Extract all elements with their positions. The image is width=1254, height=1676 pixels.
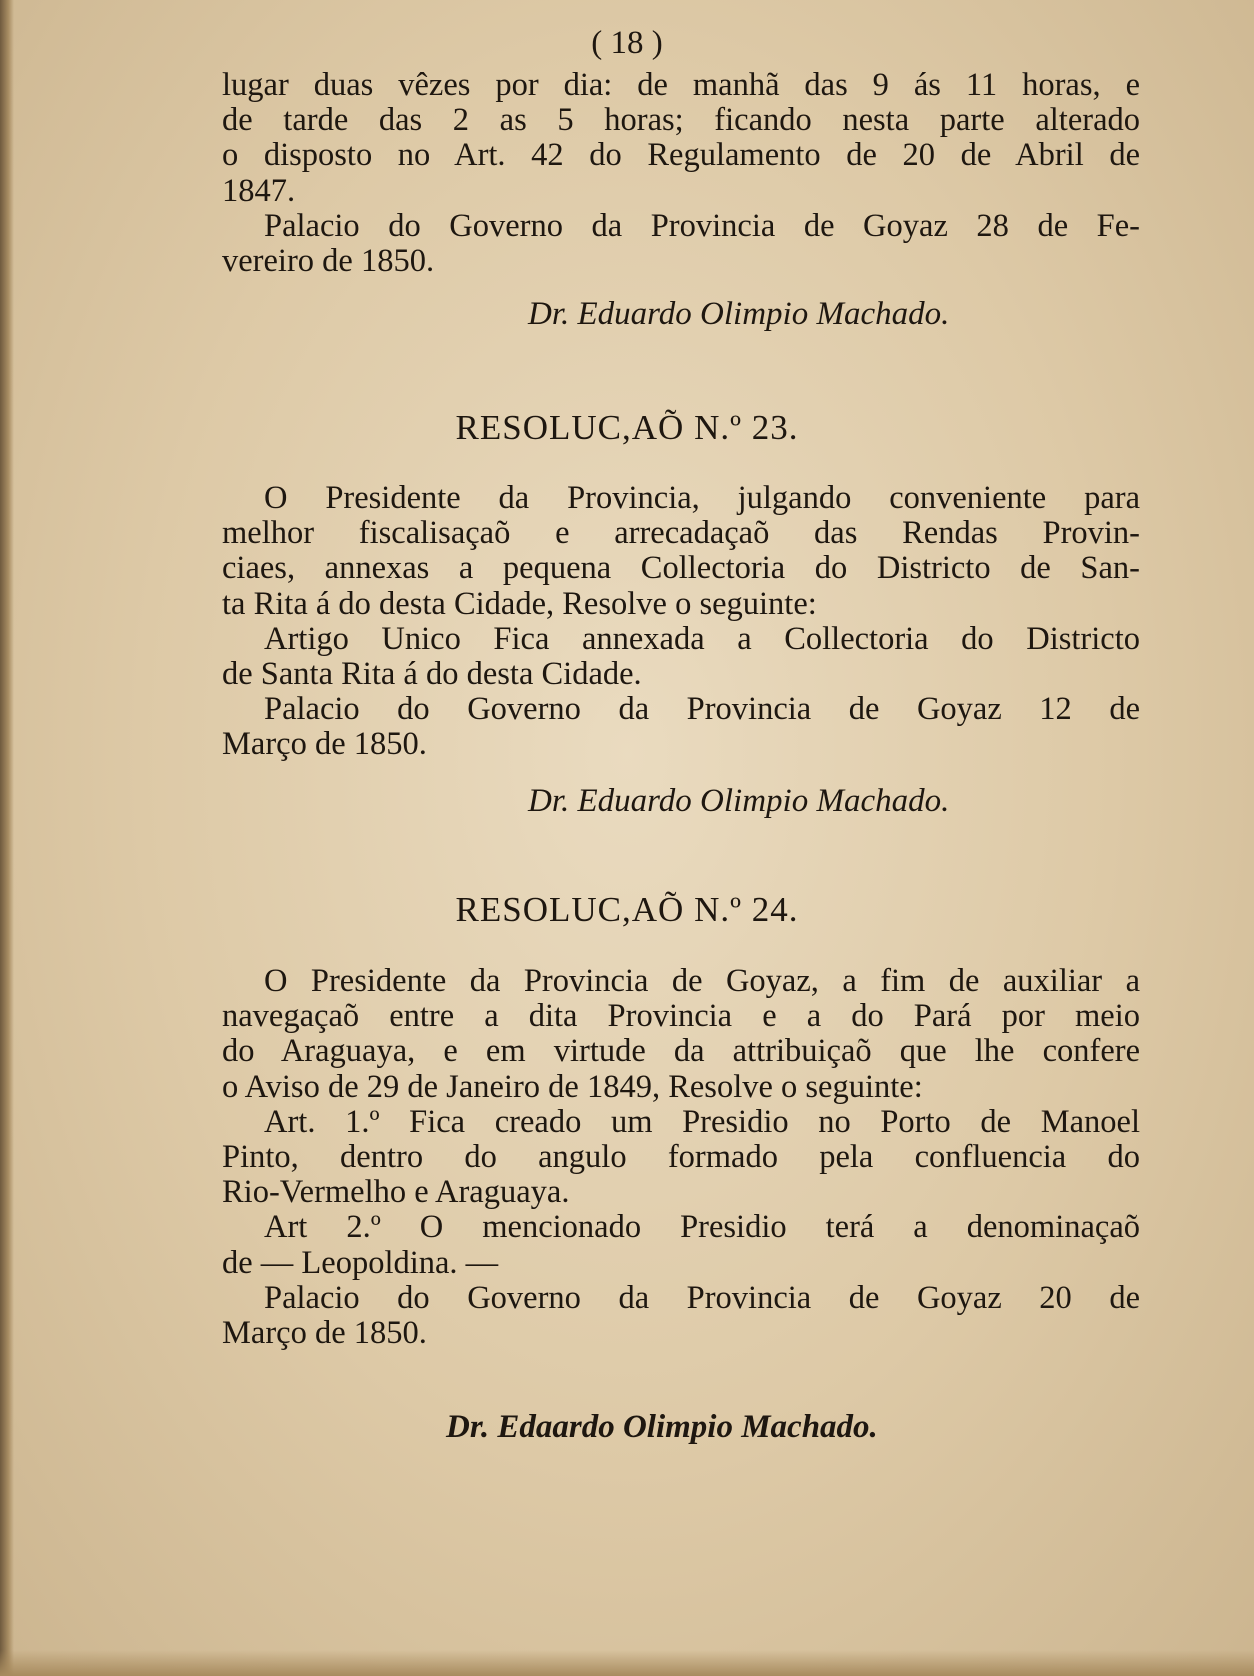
text-line: Pinto, dentro do angulo formado pela confluencia do — [222, 1139, 1140, 1176]
text-line: O Presidente da Provincia, julgando conveniente para — [264, 480, 1140, 516]
text-line: o disposto no Art. 42 do Regulamento de 20 de Abril de — [222, 137, 1140, 174]
resolution-24-body — [222, 964, 1140, 1351]
text-line: Palacio do Governo da Provincia de Goyaz 20 de — [264, 1279, 1140, 1316]
text-line: Rio-Vermelho e Araguaya. — [222, 1174, 570, 1211]
block1-paragraph — [222, 68, 1140, 279]
text-line: lugar duas vêzes por dia: de manhã das 9 ás 11 horas, e — [222, 67, 1140, 103]
resolution-heading: RESOLUC,AÕ N.º 23. — [455, 408, 799, 447]
text-line: 1847. — [222, 172, 296, 209]
text-line: melhor fiscalisaçaõ e arrecadaçaõ das Rendas Provin- — [222, 515, 1140, 552]
text-line: Março de 1850. — [222, 726, 427, 763]
resolution-heading: RESOLUC,AÕ N.º 24. — [455, 890, 799, 929]
signature: Dr. Edaardo Olimpio Machado. — [446, 1409, 878, 1445]
page-number: ( 18 ) — [591, 25, 663, 61]
signature: Dr. Eduardo Olimpio Machado. — [528, 783, 950, 819]
text-line: Artigo Unico Fica annexada a Collectoria do Districto — [264, 620, 1140, 657]
text-line: O Presidente da Provincia de Goyaz, a fim de auxiliar a — [264, 963, 1140, 999]
text-line: vereiro de 1850. — [222, 243, 435, 280]
page-bottom-edge — [0, 1650, 1254, 1676]
text-line: de — Leopoldina. — — [222, 1244, 499, 1281]
text-line: ta Rita á do desta Cidade, Resolve o seguinte: — [222, 585, 817, 622]
text-line: navegaçaõ entre a dita Provincia e a do Pará por meio — [222, 998, 1140, 1035]
resolution-23-body — [222, 481, 1140, 763]
text-line: Art 2.º O mencionado Presidio terá a denominaçaõ — [264, 1209, 1140, 1246]
text-line: Palacio do Governo da Provincia de Goyaz 12 de — [264, 691, 1140, 728]
text-line: ciaes, annexas a pequena Collectoria do Districto de San- — [222, 550, 1140, 587]
text-line: Art. 1.º Fica creado um Presidio no Porto de Manoel — [264, 1103, 1140, 1140]
text-line: de Santa Rita á do desta Cidade. — [222, 656, 642, 693]
text-line: de tarde das 2 as 5 horas; ficando nesta parte alterado — [222, 102, 1140, 139]
text-line: do Araguaya, e em virtude da attribuiçaõ que lhe confere — [222, 1033, 1140, 1070]
page-left-edge — [0, 0, 14, 1676]
signature: Dr. Eduardo Olimpio Machado. — [528, 296, 950, 332]
text-line: Março de 1850. — [222, 1315, 427, 1352]
text-line: o Aviso de 29 de Janeiro de 1849, Resolve o seguinte: — [222, 1068, 923, 1105]
text-line: Palacio do Governo da Provincia de Goyaz 28 de Fe- — [264, 207, 1140, 244]
